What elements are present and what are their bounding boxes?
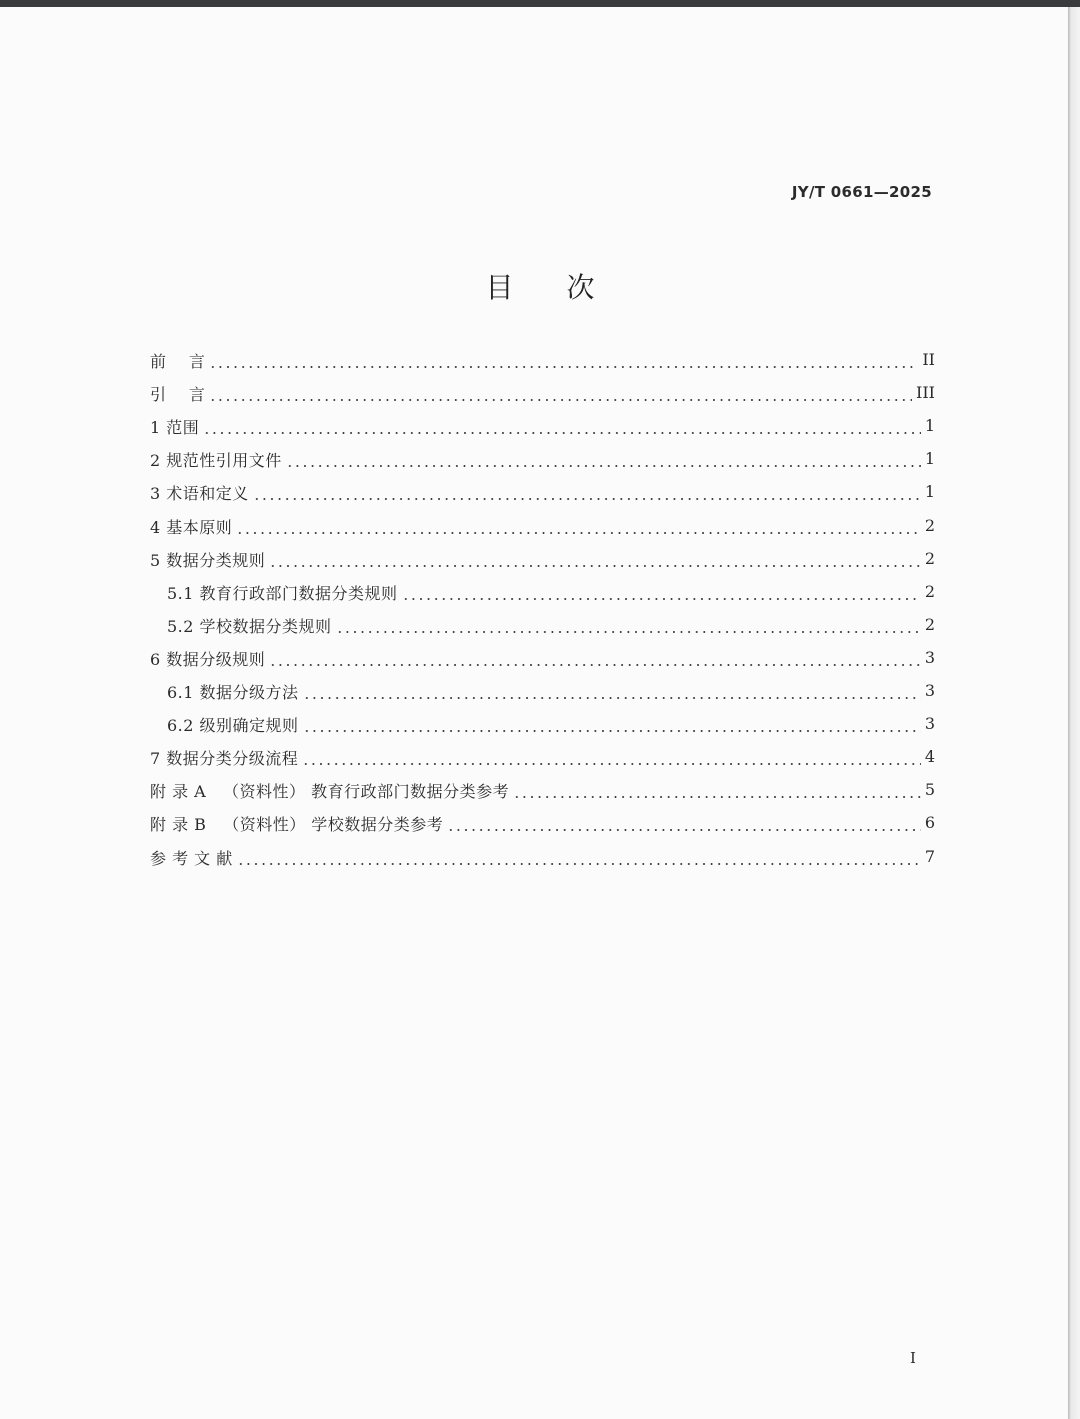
dot-leader [253, 498, 921, 500]
toc-entry-1[interactable] [150, 405, 935, 438]
toc-entry-label: 附 录 A （资料性） 教育行政部门数据分类参考 [150, 782, 510, 802]
toc-entry-page: 3 [924, 681, 935, 701]
toc-entry-label: 参 考 文 献 [150, 848, 233, 868]
toc-entry-page: II [922, 350, 935, 370]
dot-leader [203, 432, 921, 434]
toc-entry-5[interactable] [150, 538, 935, 571]
toc-entry-page: 2 [924, 548, 935, 568]
toc-entry-label: 2 规范性引用文件 [150, 451, 282, 471]
toc-entry-preface[interactable] [150, 339, 935, 372]
toc-entry-label: 6.1 数据分级方法 [167, 683, 299, 703]
toc-entry-label: 附 录 B （资料性） 学校数据分类参考 [150, 815, 444, 835]
dot-leader [513, 796, 921, 798]
toc-entry-appendix-a[interactable] [150, 769, 935, 802]
toc-entry-6[interactable] [150, 637, 935, 670]
toc-entry-2[interactable] [150, 438, 935, 471]
toc-entry-page: 3 [924, 714, 935, 734]
toc-entry-page: 3 [924, 647, 935, 667]
toc-entry-label: 6.2 级别确定规则 [167, 716, 299, 736]
standard-number: JY/T 0661—2025 [791, 183, 932, 201]
toc-entry-label: 引 言 [150, 385, 206, 405]
page-title: 目 次 [485, 271, 617, 304]
toc-entry-7[interactable] [150, 736, 935, 769]
page-edge-shadow [1068, 7, 1080, 1419]
dot-leader [302, 763, 921, 765]
toc-entry-page: 2 [924, 515, 935, 535]
toc-entry-label: 1 范围 [150, 418, 200, 438]
dot-leader [303, 697, 921, 699]
dot-leader [209, 399, 912, 401]
toc-entry-label: 6 数据分级规则 [150, 649, 266, 669]
toc-entry-label: 5 数据分类规则 [150, 550, 266, 570]
dot-leader [236, 532, 921, 534]
dot-leader [209, 366, 918, 368]
dot-leader [336, 631, 921, 633]
toc-entry-label: 3 术语和定义 [150, 484, 249, 504]
dot-leader [286, 465, 921, 467]
toc-entry-3[interactable] [150, 471, 935, 504]
dot-leader [269, 664, 921, 666]
dot-leader [303, 730, 921, 732]
dot-leader [269, 565, 921, 567]
toc-entry-page: 1 [924, 449, 935, 469]
toc-entry-page: 5 [924, 780, 935, 800]
toc-entry-page: 1 [924, 416, 935, 436]
toc-entry-5-1[interactable] [150, 571, 935, 604]
toc-entry-5-2[interactable] [150, 604, 935, 637]
toc-entry-page: 6 [924, 813, 935, 833]
toc-entry-label: 5.1 教育行政部门数据分类规则 [167, 583, 398, 603]
dot-leader [447, 829, 921, 831]
toc-entry-page: 2 [924, 581, 935, 601]
dot-leader [402, 598, 921, 600]
page-number: I [910, 1349, 916, 1367]
dot-leader [237, 863, 921, 865]
toc-entry-label: 4 基本原则 [150, 517, 233, 537]
toc-entry-page: 4 [924, 747, 935, 767]
toc-entry-page: 1 [924, 482, 935, 502]
toc-entry-page: 7 [924, 846, 935, 866]
toc-entry-label: 5.2 学校数据分类规则 [167, 616, 332, 636]
toc-entry-introduction[interactable] [150, 372, 935, 405]
toc-entry-bibliography[interactable] [150, 835, 935, 868]
table-of-contents [150, 339, 935, 869]
toc-entry-page: III [916, 383, 935, 403]
toc-entry-page: 2 [924, 614, 935, 634]
toc-entry-6-2[interactable] [150, 703, 935, 736]
toc-entry-6-1[interactable] [150, 670, 935, 703]
toc-entry-appendix-b[interactable] [150, 802, 935, 835]
toc-entry-label: 前 言 [150, 352, 206, 372]
toc-entry-4[interactable] [150, 504, 935, 537]
toc-entry-label: 7 数据分类分级流程 [150, 749, 299, 769]
